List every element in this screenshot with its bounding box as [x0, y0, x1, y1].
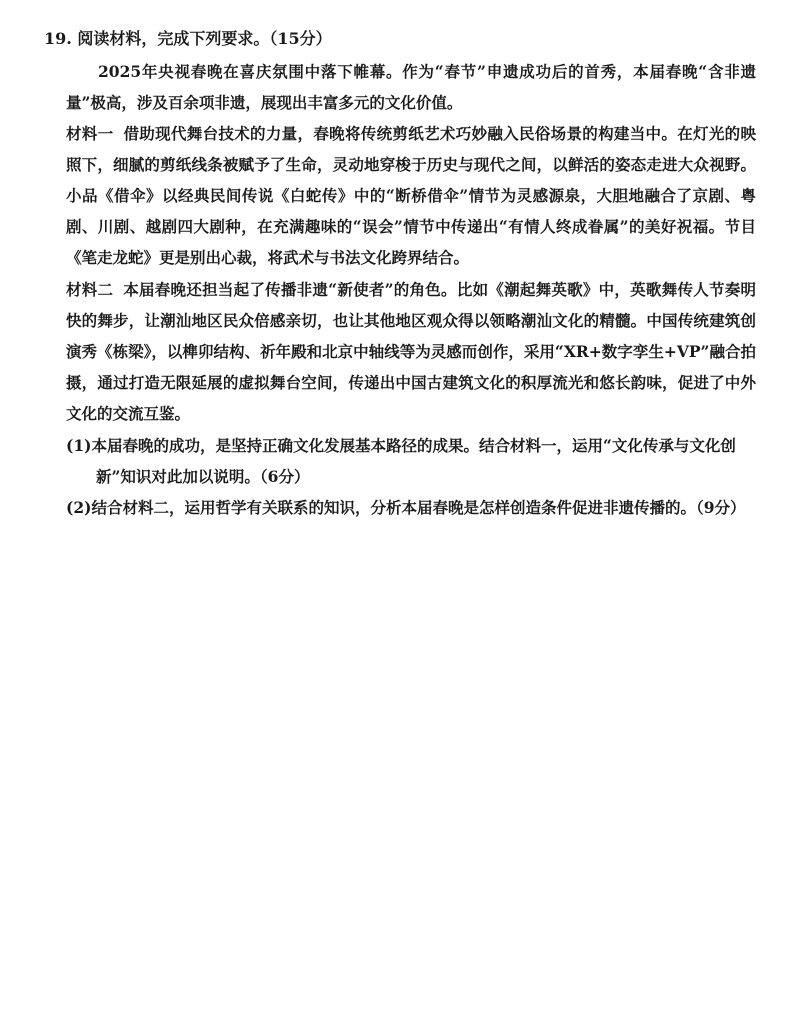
sub-question-2: (2)结合材料二，运用哲学有关联系的知识，分析本届春晚是怎样创造条件促进非遗传播的。（9分）	[66, 498, 746, 517]
question-intro: 2025年央视春晚在喜庆氛围中落下帷幕。作为“春节”申遗成功后的首秀，本届春晚“含非遗量”极高，涉及百余项非遗，展现出丰富多元的文化价值。	[66, 62, 756, 112]
material-one-text: 借助现代舞台技术的力量，春晚将传统剪纸艺术巧妙融入民俗场景的构建当中。在灯光的映照下，细腻的剪纸线条被赋予了生命，灵动地穿梭于历史与现代之间，以鲜活的姿态走进大众视野。小品《借伞》以经典民间传说《白蛇传》中的“断桥借伞”情节为灵感源泉，大胆地融合了京剧、粤剧、川剧、越剧四大剧种，在充满趣味的“误会”情节中传递出“有情人终成眷属”的美好祝福。节目《笔走龙蛇》更是别出心裁，将武术与书法文化跨界结合。	[66, 124, 756, 267]
material-two-text: 本届春晚还担当起了传播非遗“新使者”的角色。比如《潮起舞英歌》中，英歌舞传人节奏明快的舞步，让潮汕地区民众倍感亲切，也让其他地区观众得以领略潮汕文化的精髓。中国传统建筑创演秀《栋梁》，以榫卯结构、祈年殿和北京中轴线等为灵感而创作，采用“XR+数字孪生+VP”融合拍摄，通过打造无限延展的虚拟舞台空间，传递出中国古建筑文化的积厚流光和悠长韵味，促进了中外文化的交流互鉴。	[66, 280, 756, 423]
material-two-label: 材料二	[66, 280, 114, 299]
material-two	[66, 274, 756, 429]
sub-question-1: (1)本届春晚的成功，是坚持正确文化发展基本路径的成果。结合材料一，运用“文化传承与文化创新”知识对此加以说明。（6分）	[66, 436, 736, 486]
question-title: 19. 阅读材料，完成下列要求。（15分）	[44, 29, 332, 48]
material-one	[66, 118, 756, 273]
material-one-label: 材料一	[66, 124, 114, 143]
